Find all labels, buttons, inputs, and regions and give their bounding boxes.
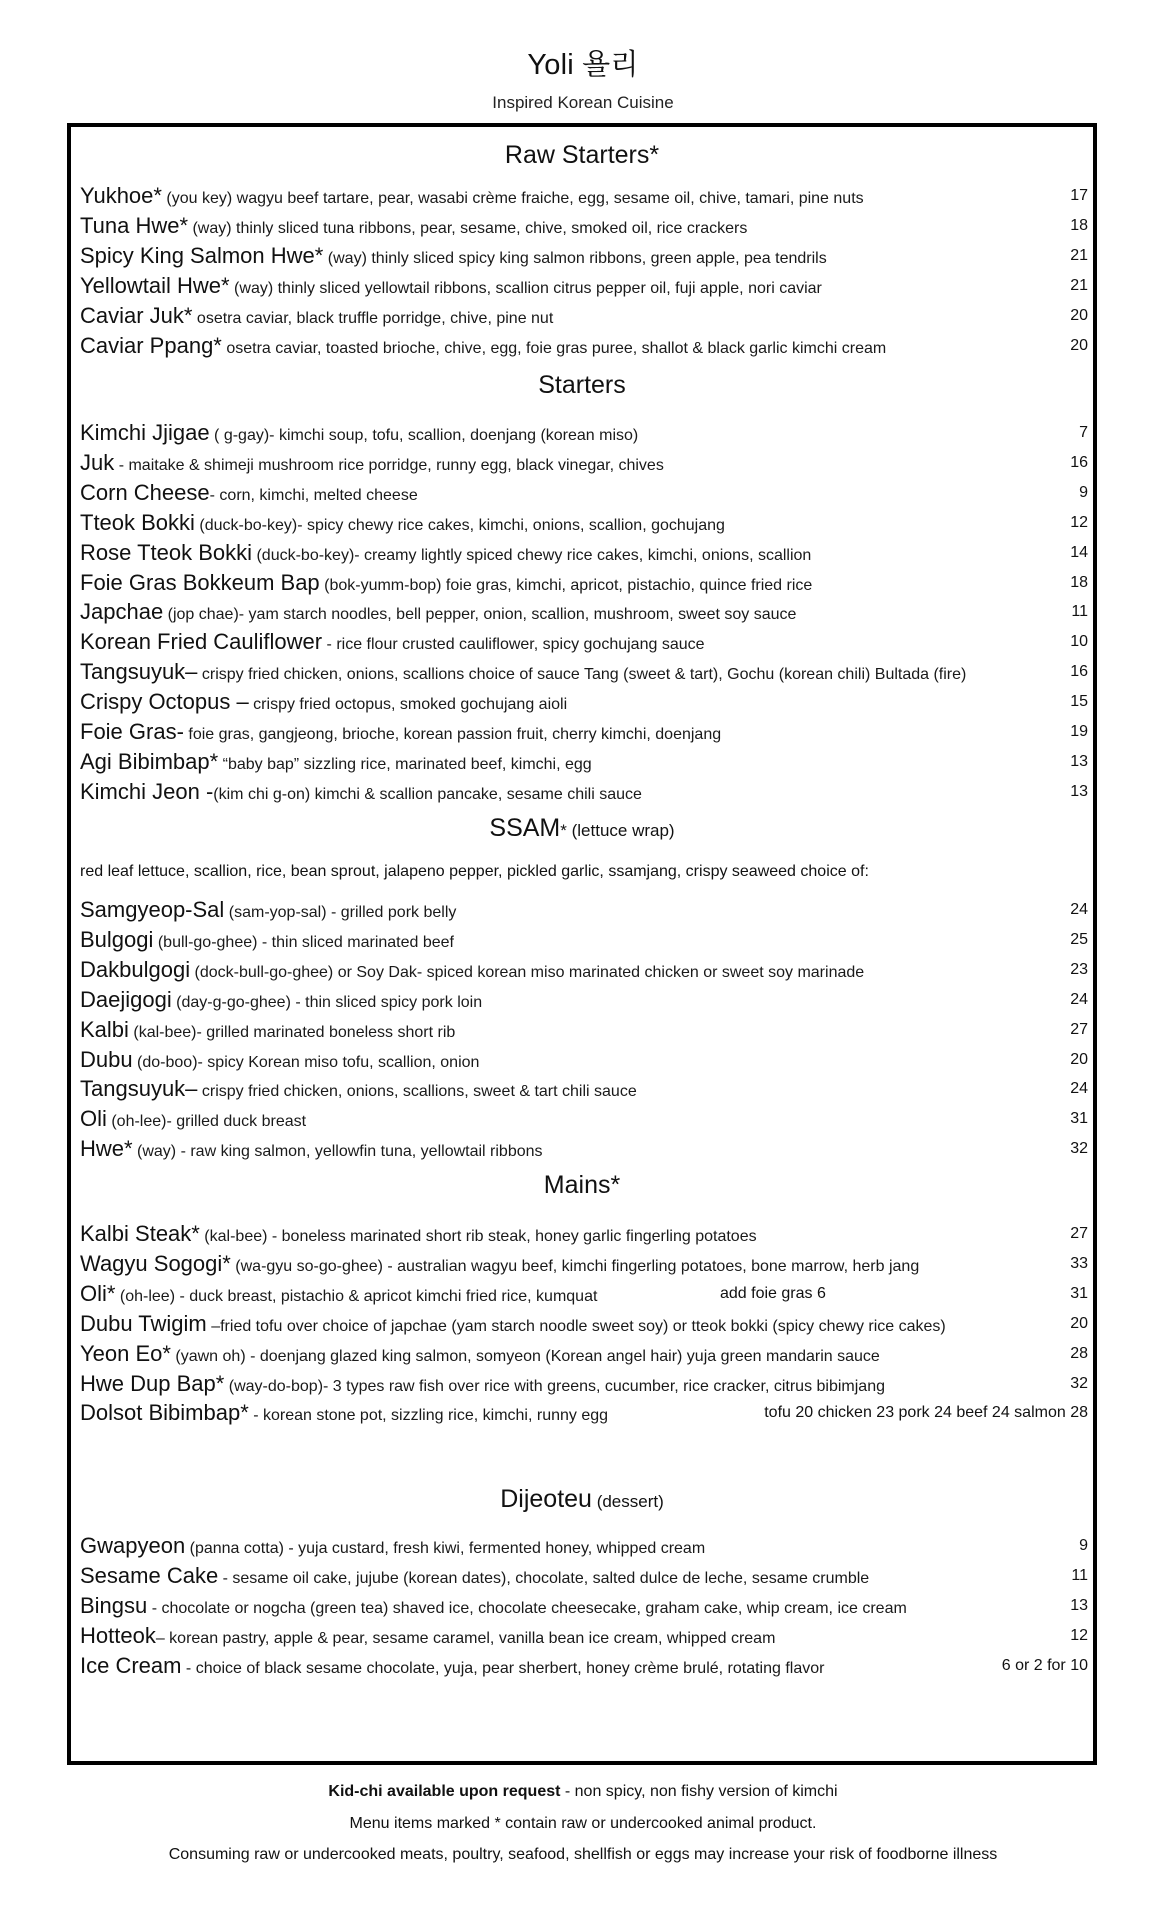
menu-header bbox=[0, 0, 1166, 113]
menu-item bbox=[80, 480, 1088, 509]
menu-item-description: (you key) wagyu beef tartare, pear, wasabi crème fraiche, egg, sesame oil, chive, tamari, pine nuts bbox=[161, 190, 864, 207]
menu-item bbox=[80, 1593, 1088, 1622]
section-title-ssam bbox=[71, 814, 1093, 843]
menu-item bbox=[80, 273, 1088, 302]
menu-item-name: Tteok Bokki bbox=[80, 509, 195, 535]
menu-item-description: (do-boo)- spicy Korean miso tofu, scallion, onion bbox=[132, 1053, 480, 1071]
menu-item-price: 24 bbox=[1070, 1080, 1088, 1098]
menu-item-price: 9 bbox=[1079, 483, 1088, 501]
menu-item-price: 16 bbox=[1070, 663, 1088, 681]
kidchi-label: Kid-chi available upon request bbox=[328, 1783, 561, 1800]
menu-item-price: 20 bbox=[1070, 1050, 1088, 1068]
menu-item bbox=[80, 1017, 1088, 1046]
menu-item-name: Kimchi Jeon - bbox=[80, 778, 214, 804]
menu-item bbox=[80, 629, 1088, 658]
ssam-intro-text: red leaf lettuce, scallion, rice, bean sprout, jalapeno pepper, pickled garlic, ssamjang, crispy seaweed choice of: bbox=[80, 863, 869, 880]
menu-item-name: Kimchi Jjigae bbox=[80, 420, 210, 445]
menu-item-price: 25 bbox=[1070, 930, 1088, 948]
menu-item bbox=[80, 1047, 1088, 1076]
menu-item bbox=[80, 927, 1088, 956]
menu-item-description: osetra caviar, toasted brioche, chive, egg, foie gras puree, shallot & black garlic kimchi cream bbox=[221, 340, 887, 357]
menu-item-price: 21 bbox=[1070, 247, 1088, 264]
menu-item bbox=[80, 897, 1088, 926]
menu-item-name: Daejigogi bbox=[80, 986, 172, 1012]
menu-item bbox=[80, 689, 1088, 718]
menu-item-name: Dolsot Bibimbap* bbox=[80, 1400, 249, 1426]
dessert-note: (dessert) bbox=[591, 1492, 664, 1511]
menu-item-description: (sam-yop-sal) - grilled pork belly bbox=[224, 904, 457, 921]
menu-item-description: foie gras, gangjeong, brioche, korean passion fruit, cherry kimchi, doenjang bbox=[183, 726, 722, 743]
menu-item-price: 27 bbox=[1070, 1020, 1088, 1038]
section-title-mains: Mains* bbox=[543, 1171, 621, 1199]
menu-item-price: 27 bbox=[1070, 1225, 1088, 1242]
menu-item-price: tofu 20 chicken 23 pork 24 beef 24 salmon 28 bbox=[764, 1404, 1088, 1422]
menu-item-price: 13 bbox=[1070, 1596, 1088, 1614]
menu-item-name: Tangsuyuk– bbox=[80, 1076, 198, 1102]
menu-item bbox=[80, 1221, 1088, 1250]
menu-item-name: Foie Gras Bokkeum Bap bbox=[80, 569, 320, 595]
menu-item-description: –fried tofu over choice of japchae (yam starch noodle sweet soy) or tteok bokki (spicy chewy rice cakes) bbox=[206, 1317, 946, 1335]
menu-item-price: 24 bbox=[1070, 901, 1088, 918]
menu-item-description: (panna cotta) - yuja custard, fresh kiwi, fermented honey, whipped cream bbox=[185, 1540, 706, 1557]
menu-item bbox=[80, 1281, 1088, 1310]
menu-item bbox=[80, 213, 1088, 242]
dessert-title: Dijeoteu bbox=[500, 1485, 592, 1513]
menu-item-description: - sesame oil cake, jujube (korean dates), chocolate, salted dulce de leche, sesame crumble bbox=[218, 1569, 870, 1587]
menu-item-name: Tuna Hwe* bbox=[80, 213, 189, 238]
menu-item-name: Kalbi Steak* bbox=[80, 1221, 200, 1246]
raw-items-note: Menu items marked * contain raw or undercooked animal product. bbox=[349, 1815, 817, 1832]
menu-item-name: Korean Fried Cauliflower bbox=[80, 629, 323, 655]
menu-item-description: (oh-lee) - duck breast, pistachio & apricot kimchi fried rice, kumquat bbox=[115, 1287, 598, 1305]
menu-item-name: Juk bbox=[80, 449, 115, 475]
menu-item-price: 9 bbox=[1079, 1537, 1088, 1554]
menu-item-price: 20 bbox=[1070, 307, 1088, 324]
menu-item bbox=[80, 1076, 1088, 1105]
menu-item bbox=[80, 1400, 1088, 1429]
menu-item-description: (jop chae)- yam starch noodles, bell pepper, onion, scallion, mushroom, sweet soy sauce bbox=[163, 606, 797, 624]
menu-item bbox=[80, 243, 1088, 272]
menu-item-name: Sesame Cake bbox=[80, 1562, 219, 1588]
menu-item-name: Dakbulgogi bbox=[80, 956, 191, 982]
menu-item bbox=[80, 420, 1088, 449]
menu-item-description: (bull-go-ghee) - thin sliced marinated beef bbox=[153, 933, 454, 951]
menu-item bbox=[80, 1311, 1088, 1340]
menu-item-price: 15 bbox=[1070, 693, 1088, 711]
menu-item-price: 23 bbox=[1070, 960, 1088, 978]
menu-item-description: – korean pastry, apple & pear, sesame caramel, vanilla bean ice cream, whipped cream bbox=[155, 1629, 776, 1647]
menu-item-price: 11 bbox=[1071, 1566, 1088, 1584]
menu-item bbox=[80, 183, 1088, 212]
menu-item bbox=[80, 779, 1088, 808]
menu-item bbox=[80, 1341, 1088, 1370]
menu-item-name: Dubu Twigim bbox=[80, 1310, 207, 1336]
footer-kidchi bbox=[0, 1783, 1166, 1801]
menu-item-description: - maitake & shimeji mushroom rice porridge, runny egg, black vinegar, chives bbox=[114, 456, 664, 474]
menu-item bbox=[80, 510, 1088, 539]
menu-item bbox=[80, 659, 1088, 688]
menu-item-description: (kim chi g-on) kimchi & scallion pancake, sesame chili sauce bbox=[213, 785, 642, 803]
ssam-title: SSAM bbox=[489, 814, 561, 842]
menu-item-description: (way) - raw king salmon, yellowfin tuna, yellowtail ribbons bbox=[132, 1143, 543, 1161]
menu-item-description: (duck-bo-key)- spicy chewy rice cakes, kimchi, onions, scallion, gochujang bbox=[194, 516, 725, 534]
menu-item-price: 31 bbox=[1070, 1110, 1088, 1128]
menu-item-price: 7 bbox=[1079, 424, 1088, 441]
menu-item-description: - rice flour crusted cauliflower, spicy gochujang sauce bbox=[322, 636, 705, 654]
menu-item-name: Japchae bbox=[80, 599, 164, 625]
menu-item-name: Spicy King Salmon Hwe* bbox=[80, 243, 324, 268]
menu-item-description: (way) thinly sliced yellowtail ribbons, scallion citrus pepper oil, fuji apple, nori caviar bbox=[229, 280, 822, 297]
foodborne-warning: Consuming raw or undercooked meats, poultry, seafood, shellfish or eggs may increase your risk of foodborne illness bbox=[168, 1846, 998, 1863]
menu-item-price: 32 bbox=[1070, 1374, 1088, 1392]
menu-item-name: Foie Gras- bbox=[80, 719, 184, 744]
menu-item bbox=[80, 1533, 1088, 1562]
ssam-note: * (lettuce wrap) bbox=[560, 821, 675, 840]
menu-item bbox=[80, 719, 1088, 748]
menu-item-description: - korean stone pot, sizzling rice, kimchi, runny egg bbox=[248, 1407, 609, 1425]
menu-item-description: - corn, kimchi, melted cheese bbox=[209, 486, 418, 504]
restaurant-name: Yoli 욜리 bbox=[527, 49, 639, 81]
menu-item-addon: add foie gras 6 bbox=[720, 1284, 826, 1302]
menu-item-price: 13 bbox=[1070, 782, 1088, 800]
menu-item bbox=[80, 1623, 1088, 1652]
menu-item bbox=[80, 957, 1088, 986]
menu-item-name: Yellowtail Hwe* bbox=[80, 273, 230, 298]
menu-item-name: Ice Cream bbox=[80, 1652, 182, 1678]
menu-item-description: crispy fried octopus, smoked gochujang aioli bbox=[248, 696, 568, 714]
menu-item-name: Wagyu Sogogi* bbox=[80, 1250, 231, 1276]
menu-item-description: (day-g-go-ghee) - thin sliced spicy pork loin bbox=[171, 993, 483, 1011]
menu-item-price: 11 bbox=[1071, 603, 1088, 621]
menu-item-description: (wa-gyu so-go-ghee) - australian wagyu beef, kimchi fingerling potatoes, bone marrow, herb jang bbox=[230, 1257, 920, 1275]
menu-item bbox=[80, 1653, 1088, 1682]
menu-item-description: ( g-gay)- kimchi soup, tofu, scallion, doenjang (korean miso) bbox=[209, 427, 639, 444]
menu-item-description: (duck-bo-key)- creamy lightly spiced chewy rice cakes, kimchi, onions, scallion bbox=[252, 546, 812, 564]
menu-item-price: 10 bbox=[1070, 633, 1088, 651]
menu-item-name: Hotteok bbox=[80, 1622, 156, 1648]
menu-item-name: Caviar Juk* bbox=[80, 303, 193, 328]
menu-item bbox=[80, 540, 1088, 569]
menu-item bbox=[80, 1136, 1088, 1165]
menu-item-name: Gwapyeon bbox=[80, 1533, 186, 1558]
menu-item-price: 16 bbox=[1070, 453, 1088, 471]
menu-item-description: (way) thinly sliced spicy king salmon ribbons, green apple, pea tendrils bbox=[323, 250, 827, 267]
menu-item bbox=[80, 450, 1088, 479]
menu-item-description: crispy fried chicken, onions, scallions, sweet & tart chili sauce bbox=[197, 1083, 637, 1101]
menu-item-description: osetra caviar, black truffle porridge, chive, pine nut bbox=[192, 310, 554, 327]
kidchi-desc: - non spicy, non fishy version of kimchi bbox=[560, 1783, 838, 1800]
section-title-raw-starters: Raw Starters* bbox=[504, 141, 660, 169]
menu-item-name: Kalbi bbox=[80, 1016, 129, 1042]
menu-item-price: 19 bbox=[1070, 723, 1088, 740]
menu-item-price: 20 bbox=[1070, 1314, 1088, 1332]
menu-item-price: 14 bbox=[1070, 543, 1088, 561]
menu-item-description: - chocolate or nogcha (green tea) shaved ice, chocolate cheesecake, graham cake, whip cream, ice cream bbox=[147, 1599, 907, 1617]
menu-item-description: crispy fried chicken, onions, scallions choice of sauce Tang (sweet & tart), Gochu (korean chili) Bultada (fire) bbox=[197, 666, 967, 684]
menu-item-name: Rose Tteok Bokki bbox=[80, 539, 253, 565]
menu-item-name: Hwe* bbox=[80, 1136, 133, 1162]
menu-frame bbox=[67, 123, 1097, 1765]
menu-item-description: (oh-lee)- grilled duck breast bbox=[106, 1113, 307, 1131]
menu-item bbox=[80, 1251, 1088, 1280]
menu-item-description: (kal-bee)- grilled marinated boneless short rib bbox=[128, 1023, 456, 1041]
menu-item-name: Bulgogi bbox=[80, 926, 154, 952]
menu-item-price: 20 bbox=[1070, 337, 1088, 354]
menu-item bbox=[80, 1106, 1088, 1135]
menu-item-price: 12 bbox=[1070, 1626, 1088, 1644]
menu-item bbox=[80, 987, 1088, 1016]
menu-item bbox=[80, 1563, 1088, 1592]
menu-item-price: 17 bbox=[1070, 187, 1088, 204]
menu-item-price: 24 bbox=[1070, 990, 1088, 1008]
menu-item-description: (bok-yumm-bop) foie gras, kimchi, apricot, pistachio, quince fried rice bbox=[319, 576, 813, 594]
menu-item-name: Samgyeop-Sal bbox=[80, 897, 225, 922]
menu-item bbox=[80, 749, 1088, 778]
menu-item-description: (yawn oh) - doenjang glazed king salmon, somyeon (Korean angel hair) yuja green mandarin sauce bbox=[170, 1347, 880, 1365]
menu-item-price: 28 bbox=[1070, 1344, 1088, 1362]
menu-item-price: 13 bbox=[1070, 752, 1088, 770]
menu-item bbox=[80, 570, 1088, 599]
menu-item-name: Hwe Dup Bap* bbox=[80, 1370, 225, 1396]
menu-item-name: Oli bbox=[80, 1106, 107, 1132]
section-title-starters: Starters bbox=[538, 371, 626, 399]
menu-item-description: (kal-bee) - boneless marinated short rib steak, honey garlic fingerling potatoes bbox=[199, 1228, 757, 1245]
menu-item-name: Yukhoe* bbox=[80, 183, 162, 208]
menu-item-description: - choice of black sesame chocolate, yuja, pear sherbert, honey crème brulé, rotating flavor bbox=[181, 1659, 825, 1677]
menu-item-price: 18 bbox=[1070, 217, 1088, 234]
menu-item-name: Dubu bbox=[80, 1046, 133, 1072]
menu-item-price: 32 bbox=[1070, 1140, 1088, 1158]
menu-item-name: Corn Cheese bbox=[80, 479, 210, 505]
menu-item-price: 6 or 2 for 10 bbox=[1001, 1656, 1088, 1674]
menu-item-name: Yeon Eo* bbox=[80, 1340, 171, 1366]
menu-item-description: (way-do-bop)- 3 types raw fish over rice with greens, cucumber, rice cracker, citrus bibimjang bbox=[224, 1377, 885, 1395]
menu-item-description: (way) thinly sliced tuna ribbons, pear, sesame, chive, smoked oil, rice crackers bbox=[188, 220, 748, 237]
menu-item-name: Tangsuyuk– bbox=[80, 659, 198, 685]
menu-item-name: Caviar Ppang* bbox=[80, 333, 222, 358]
menu-item bbox=[80, 599, 1088, 628]
restaurant-tagline: Inspired Korean Cuisine bbox=[492, 93, 674, 112]
menu-item bbox=[80, 303, 1088, 332]
menu-item bbox=[80, 1371, 1088, 1400]
menu-item-price: 31 bbox=[1070, 1284, 1088, 1302]
menu-item-price: 18 bbox=[1070, 573, 1088, 591]
menu-item-price: 12 bbox=[1070, 513, 1088, 531]
menu-item-name: Bingsu bbox=[80, 1592, 148, 1618]
menu-item-price: 33 bbox=[1070, 1254, 1088, 1272]
menu-item-name: Agi Bibimbap* bbox=[80, 748, 219, 774]
menu-item-description: (dock-bull-go-ghee) or Soy Dak- spiced korean miso marinated chicken or sweet soy marinade bbox=[190, 963, 865, 981]
menu-item-description: “baby bap” sizzling rice, marinated beef, kimchi, egg bbox=[218, 755, 592, 773]
menu-item-name: Crispy Octopus – bbox=[80, 689, 249, 715]
section-title-dessert bbox=[71, 1485, 1093, 1514]
menu-item-name: Oli* bbox=[80, 1280, 116, 1306]
menu-item-price: 21 bbox=[1070, 277, 1088, 294]
menu-item bbox=[80, 333, 1088, 362]
